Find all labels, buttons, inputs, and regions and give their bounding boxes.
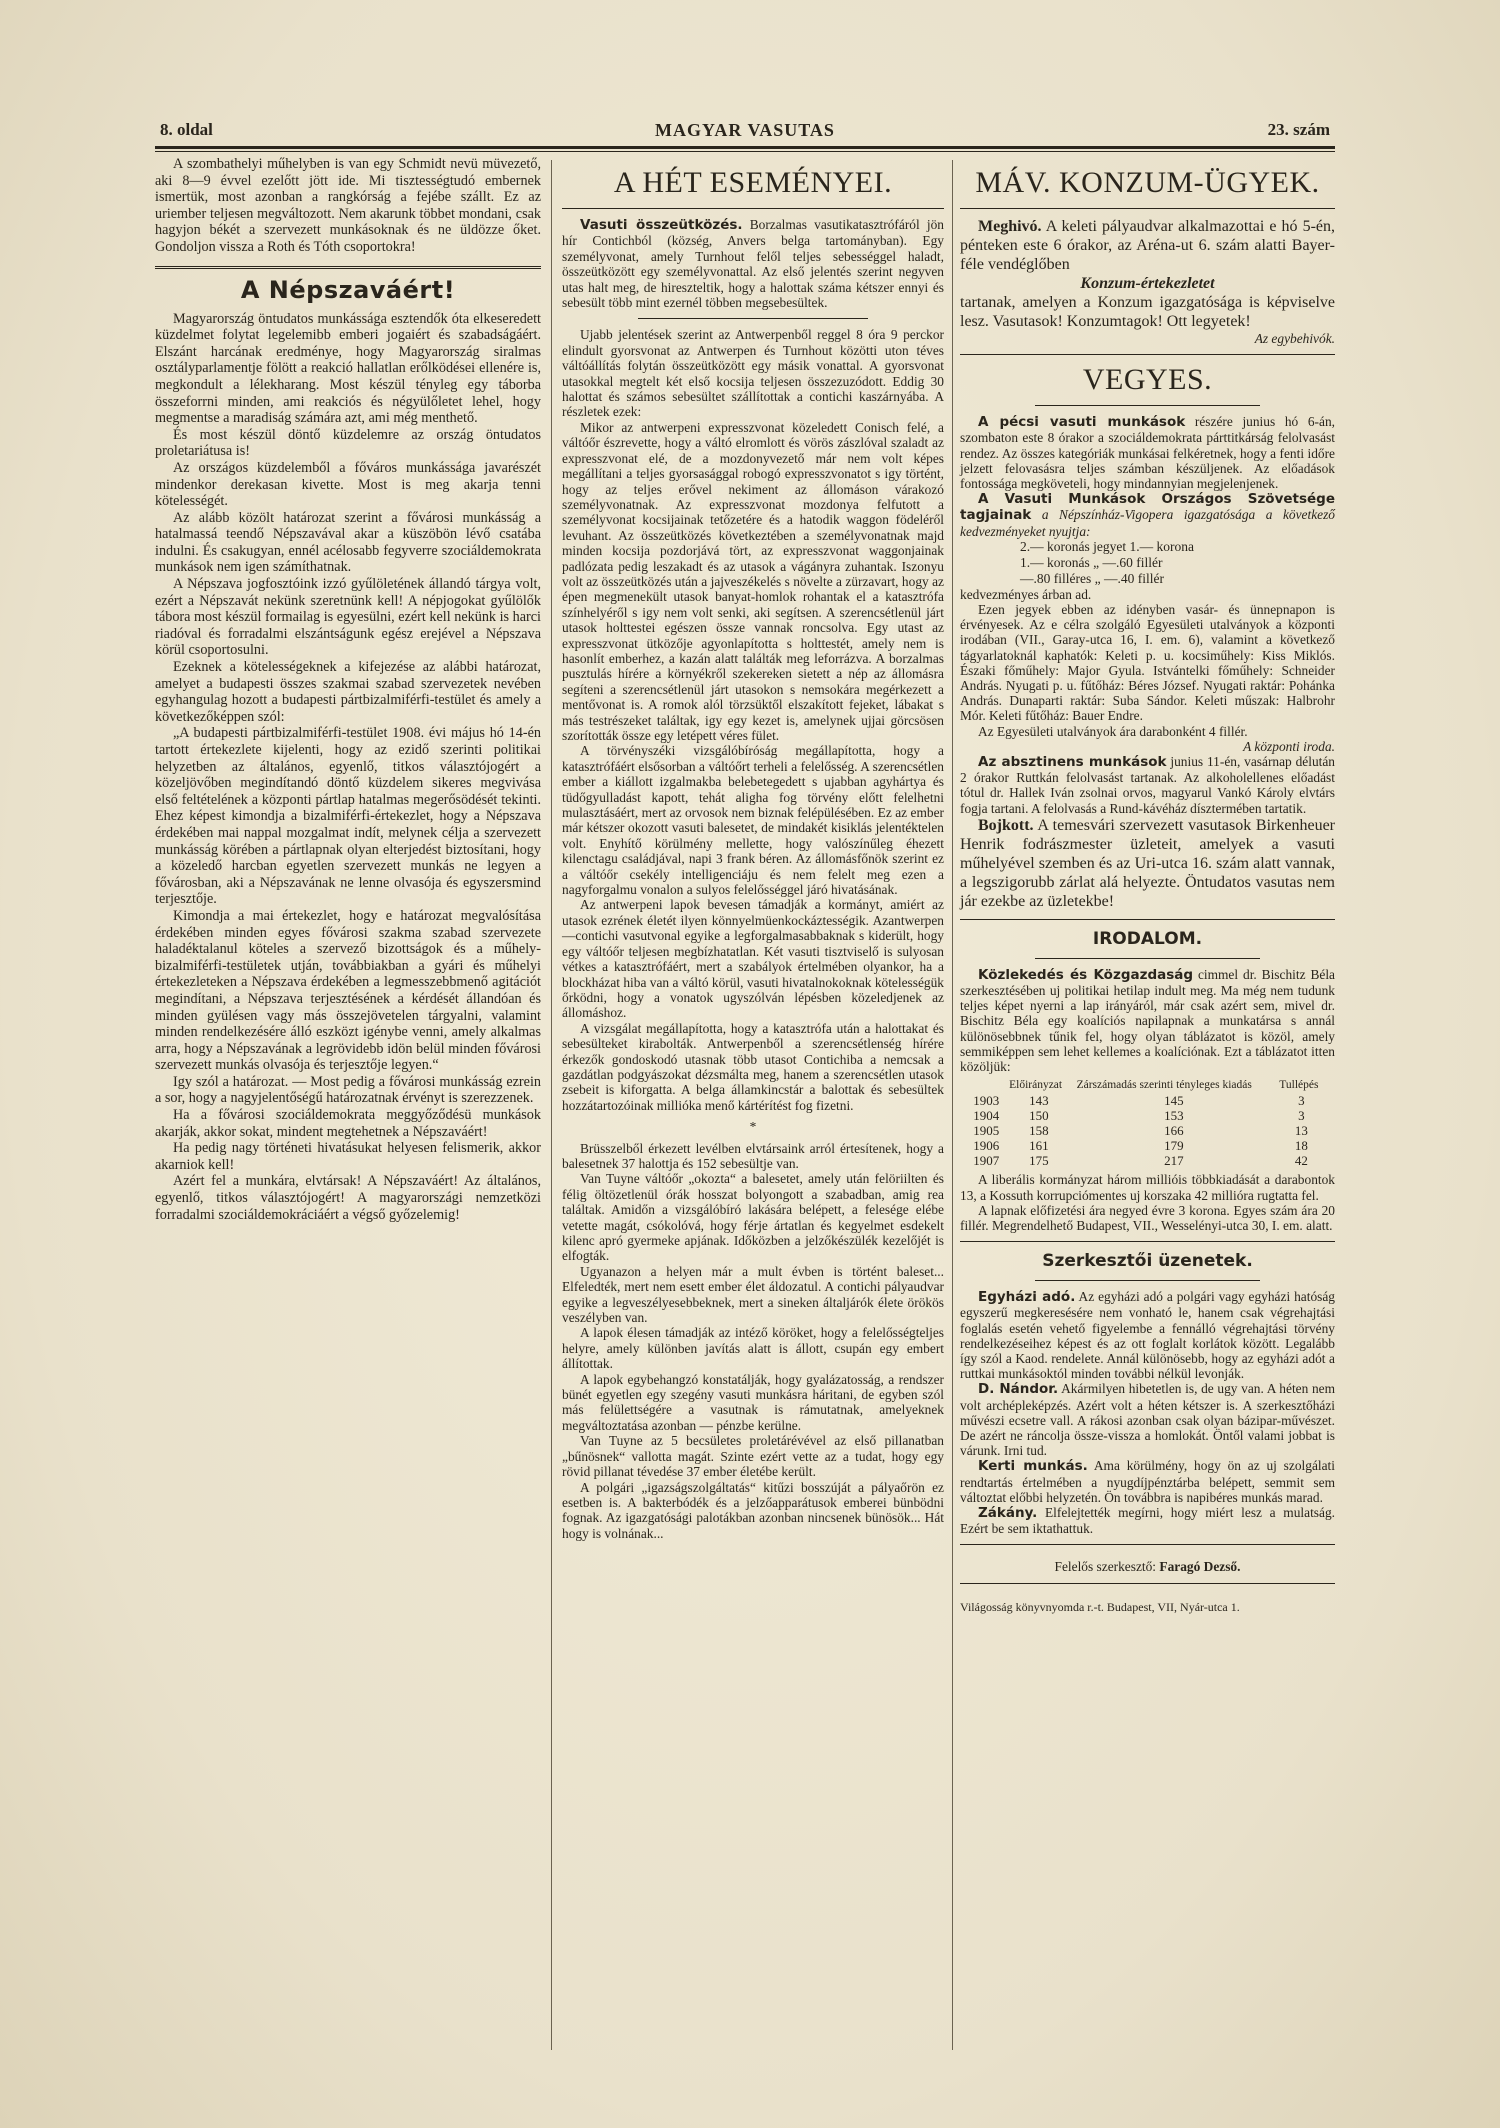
item-text: junius 11-én, vasárnap délután 2 órakor Ruttkán felolvasást tartanak. Az alkoholellenes előadást tótul dr. Hallek Iván zsolnai orvos, magyarul Vankó Károly elvtárs fogja tartani. A felolvasás a Rund-kávéház dísztermében tartatik. [960,754,1336,816]
table-row: 1907 175 217 42 [973,1153,1308,1169]
item-lead: Zákány. [978,1504,1038,1521]
table-header: Zárszámadás szerinti tényleges kiadás [1076,1079,1252,1092]
item-lead: A pécsi vasuti munkások [978,414,1186,431]
item-signature: A központi iroda. [1243,738,1335,754]
item-text: részére junius hó 6-án, szombaton este 8 órakor a szociáldemokrata párttitkárság felolvasást rendez. Az összes kategóriák munkásai felkéretnek, hogy a fenti időre jelzett felovasásra teljes számban készüljenek. Az előadások fontossága megköveteli, hogy mindannyian megjelenjenek. [960,414,1335,492]
header-rule-thin [155,151,1335,152]
column-left [155,156,541,1223]
article-paragraph: Az országos küzdelemből a főváros munkássága javarészét mindenkor derekasan kivette. Most is meg akarja tenni kötelességét. [155,459,541,510]
page-header [160,120,1330,144]
article-paragraph: A Népszava jogfosztóink izzó gyűlöletének állandó tárgya volt, ezért a Népszavát nekünk szeretnünk kell! A népjogokat gyűlölők tábora most készül formailag is egyesülni, ezért kell nekünk is harci riadóval és forradalmi elszántságunk egész erejével a Népszava körül csoportosulni. [155,576,541,659]
meghivo-text-2: tartanak, amelyen a Konzum igazgatósága is képviselve lesz. Vasutasok! Konzumtagok! Ott legyetek! [960,294,1335,330]
item-text: a Népszínház-Vigopera igazgatósága a következő kedvezményeket nyujtja: [960,507,1335,539]
item-lead: D. Nándor. [978,1381,1059,1398]
news-paragraph: Mikor az antwerpeni expresszvonat közeledett Conisch felé, a váltóőr észrevette, hogy a váltó elromlott és vörös zászlóval szaladt az expresszvonat elé, de a mozdonyvezető már nem volt képes megállítani a teljes gyorsasággal robogó expresszvonatot s igy történt, hogy az teljes erővel nekiment az állomáson várakozó személyvonatnak. Az expresszvonat mozdonya felfutott a személyvonat kocsijainak tetőzetére és a hatodik waggon födeléről levuhant. Az összeütközés következtében a személyvonatnak majd minden kocsija pozdorjává tört, az expresszvonat waggonjainak padlózata pedig leszakadt és az utasok a vágányra zuhantak. Iszonyu volt az összeütközés után a jajveszékelés s növelte a zürzavart, hogy az épen megmenekült utasok banyat-homlok rohantak el a katasztrófa színhelyéről s igy nem volt senki, aki segítsen. A szerencsétlenül járt utasok holttestei egészen össze vannak roncsolva. Egy utast az expresszvonat ütközője agyonlapította s holttestét, amely nem is hasonlít emberhez, a kazán alatt találták meg leforrázva. A borzalmas pusztulás hírére a környékről szekereken sietett a nép az állomásra segíteni a szerencsétlenül járt utasokon s nemsokára megérkezett a mentővonat is. A romok alól törzsüktől elszakított fejeket, lábakat s más testrészeket találtak, igy egy kezet is, amelynek ujjai görcsösen szorították össze egy letépett véres fület. [562,419,944,743]
section-rule [960,1583,1335,1584]
article-paragraph: Kimondja a mai értekezlet, hogy e határozat megvalósítása érdekében minden egyes fővárosi szakma szabad szervezete haladéktalanul köteles a szervező bizottságok és a műhely-bizalmiférfi-testületek utján, továbbiakban a gyári és műhelyi értekezleteken a Népszava érdekében a legmesszebbmenő agitációt megindítani, a Népszava terjesztésének a kérdését állandóan és minden gyülésen vagy más összejövetelen tárgyalni, valamint minden rendelkezésére álló eszközt igénybe venni, amely alkalmas arra, hogy a Népszavának a legrövidebb idön belül minden fővárosi szervezett munkás olvasója és terjesztője legyen.“ [155,907,541,1074]
article-paragraph: Ezeknek a kötelességeknek a kifejezése az alábbi határozat, amelyet a budapesti összes szakmai szabad szervezetek nevében egyhangulag hozott a budapesti pártbizalmiférfi-testület és amely a következőképpen szól: [155,659,541,725]
item-text: Az Egyesületi utalványok ára darabonként 4 fillér. [978,723,1248,739]
item-text: Ama körülmény, hogy ön az uj szolgálati rendtartás értelmében a nyugdíjpénztárba belépett, semmit sem változtat előbbi helyzetén. Ön továbbra is napibéres munkás marad. [960,1458,1335,1505]
editor-label: Felelős szerkesztő: [1054,1559,1157,1575]
section-rule [960,1241,1335,1242]
column-middle [562,156,944,1541]
price-row: —.80 filléres „ —.40 fillér [1020,570,1164,586]
separator-star: * [749,1119,757,1135]
item-text: kedvezményes árban ad. [960,586,1092,602]
meghivo-text: A keleti pályaudvar alkalmazottai e hó 5-én, pénteken este 6 órakor, az Aréna-ut 6. szám alatti Bayer-féle vendéglőben [960,218,1335,273]
news-paragraph: A lapok élesen támadják az intéző köröket, hogy a felelősségteljes helyre, amely különben javítás alatt is állott, csupán egy embert állítottak. [562,1325,944,1372]
short-rule [1035,405,1260,406]
news-paragraph: A lapok egybehangzó konstatálják, hogy gyalázatosság, a rendszer bünét egyetlen egy szegény vasuti munkásra háritani, de egyben szól más felülettségére a vasutnak is rámutatnak, amelyeknek megváltoztatása azonban — pénzbe kerülne. [562,1371,944,1433]
section-rule [960,1544,1335,1545]
item-text: Akármilyen hibetetlen is, de ugy van. A héten nem volt archépleképzés. Azért volt a héten kétszer is. A szerkesztőházi művészi ecsetre vall. A rákosi azonban csak olyan bázipar-művészet. De azért ne ráncolja össze-vissza a homlokát. Öntől valami jobbat is várunk. Irni tud. [960,1381,1336,1459]
column-right [960,156,1335,1615]
section-title-szerkesztoi: Szerkesztői üzenetek. [1042,1251,1253,1272]
table-row: 1903 143 145 3 [973,1093,1305,1109]
table-row: 1905 158 166 13 [973,1123,1308,1139]
short-rule [638,318,867,319]
table-row: 1906 161 179 18 [973,1138,1308,1154]
newspaper-title: MAGYAR VASUTAS [655,120,835,140]
item-text: Az egyházi adó a polgári vagy egyházi hatóság egyszerű megkeresésére nem vonható le, hanem csak végrehajtási foglalás esetén vehető figyelembe a fennálló végrehajtási törvény rendelkezéseihez képest és az ott foglalt korlátok között. Legalább így szól a Kaod. rendelete. Annál különösebb, hogy az egyházi adót a ruttkai munkásoktól minden további nélkül levonják. [960,1289,1335,1382]
budget-table [968,1078,1328,1168]
page-number: 8. oldal [160,120,213,139]
table-header: Előirányzat [1009,1079,1063,1092]
section-rule [562,208,944,209]
news-paragraph: A vizsgálat megállapította, hogy a katasztrófa után a halottakat és sebesülteket kirabolták. Antwerpenből a szerencsétlenség hírére érkezők gondoskodó utasnak több utasot Contichiba a nemcsak a gazdátlan podgyászokat dézsmálta meg, hanem a szerencsétlen utasok zsebeit is kiforgatta. A belga államkincstár a balottak és sebesültek hozzátartozóinak millióka menő kártérítést fog fizetni. [562,1020,944,1113]
section-title: A HÉT ESEMÉNYEI. [613,166,893,199]
section-rule [960,208,1335,209]
section-rule [960,354,1335,355]
item-text: Elfelejtették megírni, hogy miért lesz a mulatság. Ezért be sem iktathattuk. [960,1504,1335,1537]
article-paragraph: „A budapesti pártbizalmiférfi-testület 1908. évi május hó 14-én tartott értekezlete kijelenti, hogy az ezidő szerinti politikai helyzetben az általános, egyenlő, titkos választójogért a közeljövőben megindítandó döntő küzdelem sikeres megvivása első feltételének a központi pártlap hatalmas megerősödését tekinti. Ehez képest kimondja a bizalmiférfi-értekezlet, hogy a Népszava érdekében mai nappal mozgalmat indít, melynek célja a szervezett munkásság körében a pártlapnak olyan elterjedést biztosítani, hogy a közeledő harcban egyetlen szervezett munkás ne legyen a fővárosban, aki a Népszavának ne lenne olvasója és egyszersmind terjesztője. [155,725,541,908]
column-divider [952,160,953,2050]
item-text: A liberális kormányzat három millióis többkiadását a darabontok 13, a Kossuth korrupciómentes uj korszaka 42 millióra rugtatta fel. [960,1172,1335,1203]
issue-number: 23. szám [1267,120,1330,139]
news-paragraph: A polgári „igazságszolgáltatás“ kitűzi bosszúját a pályaőrön ez esetben is. A bakterbódék és a jelzőapparátusok emberei bünbödni fognak. Az igazgatósági palotákban azonban nincsenek bünösök... Hát hogy is volnának... [562,1479,944,1541]
news-paragraph: Brüsszelből érkezett levélben elvtársaink arról értesítenek, hogy a balesetnek 37 halottja és 152 sebesültje van. [562,1140,944,1171]
short-rule [1035,958,1260,959]
header-rule [155,146,1335,149]
table-row: 1904 150 153 3 [973,1108,1305,1124]
price-list [960,539,1335,587]
editor-name: Faragó Dezső. [1159,1559,1241,1575]
item-lead: Közlekedés és Közgazdaság [978,966,1194,983]
article-paragraph: Azért fel a munkára, elvtársak! A Népszaváért! Az általános, egyenlő, titkos választójogért! A magyarországi nemzetközi forradalmi szociáldemokráciáért a végső győzelemig! [155,1173,541,1223]
item-lead: A Vasuti Munkások Országos Szövetsége tagjainak [960,491,1335,524]
item-text: A temesvári szervezett vasutasok Birkenheuer Henrik fodrászmester üzleteit, amelyek a vasuti műhelyével szemben és az Uri-utca 16. szám alatt vannak, a legszigorubb zárlat alá helyezte. Öntudatos vasutas nem jár ezekbe az üzletekbe! [960,816,1335,910]
table-header: Tullépés [1279,1079,1319,1092]
news-paragraph: Az antwerpeni lapok bevesen támadják a kormányt, amiért az utasok ezrének életét ilyen könnyelmüenkockáztességik. Azantwerpen—contichi vasutvonal egyike a legforgalmasabbaknak s kiderült, hogy egy váltóőr teljesen megbízhatatlan. Két vasuti tisztviselő is sulyosan vétkes a katasztrófáért, mert a szabályok értelmében olyankor, ha a blockházat hiba van a váltó körül, vasuti hivatalnokoknak kötelességük őrködni, hogy a vonatok ugyszólván lépésben közeledjenek az állomáshoz. [562,897,944,1021]
news-paragraph: A törvényszéki vizsgálóbíróság megállapította, hogy a katasztrófáért elsősorban a váltóőrt terheli a felelősség. A szerencsétlen ember a kiállott izgalmakba belebetegedett s ujabban agyhártya és tüdőgyulladást kapott, tehát aligha fog törvény előtt felelhetni mulasztásáért, mert az orvosok nem biznak felépülésében. Ez az ember már kétszer okozott vasuti balesetet, de mindakét kisiklás jelentéktelen volt. Enyhítő körülmény mellette, hogy valószínűleg éhezett kilenctagu családjával, napi 3 frank béren. Az állomásfőnök szerint ez a váltóőr csekély intelligenciáju és nem felelt meg ezen a nagyforgalmu vonalon a sulyos felelősséggel járó hivatásának. [562,743,944,898]
short-rule [1035,1280,1260,1281]
item-text: cimmel dr. Bischitz Béla szerkesztésében uj politikai hetilap indult meg. Ma még nem tudunk teljes képet nyerni a lap irányáról, már csak azért sem, mivel dr. Bischitz Béla egy koalíciós napilapnak a munkatársa s annál különösebbnek tűnik fel, hogy olyan táblázatot is közöl, amely semmiképpen sem lehet kellemes a koalíciónak. Ezt a táblázatot itten közöljük: [960,966,1335,1075]
article-paragraph: Az alább közölt határozat szerint a fővárosi munkásság a hatalmassá teendő Népszavával akar a küszöbön lévő csatába indulni. És csakugyan, ennél acélosabb fegyverre szociáldemokrata munkások nem igen számíthatnak. [155,509,541,576]
item-text: A lapnak előfizetési ára negyed évre 3 korona. Egyes szám ára 20 fillér. Megrendelhető Budapest, VII., Wesselényi-utca 30, I. em. alatt. [960,1202,1335,1233]
section-title-vegyes: VEGYES. [1082,363,1213,397]
article-paragraph: Igy szól a határozat. — Most pedig a fővárosi munkásság ezrein a sor, hogy a nagyjelentőségű határozatnak érvényt is szerezzenek. [155,1073,541,1107]
article-paragraph: Magyarország öntudatos munkássága esztendők óta elkeseredett küzdelmet folytat legelemibb emberi jogaiért és szabadságáért. Elszánt harcának eredménye, hogy Magyarország siralmas osztályparlamentje fölött a reakció hallatlan erőlködései ellenére is, megkondult a lélekharang. Most készül tényleg egy táborba összeforrni minden, ami reakciós és négyülőletet lehel, hogy megmentse a maradiság számára azt, ami még menthető. [155,310,541,427]
article-paragraph: Ha a fővárosi szociáldemokrata meggyőződésü munkások akarják, akkor sokat, mindent megtehetnek a Népszaváért! [155,1107,541,1140]
konzum-heading: Konzum-értekezletet [1080,275,1215,292]
news-paragraph: Van Tuyne az 5 becsületes proletárévével az első pillanatban „bűnösnek“ vallotta magát. Szinte ezért vette az a tudat, hogy egy rövid pillanat tévedése 37 ember életébe került. [562,1433,944,1480]
meghivo-lead: Meghivó. [978,218,1042,235]
section-rule [155,266,541,269]
news-lead: Vasuti összeütközés. [580,217,743,233]
item-text: Ezen jegyek ebben az idényben vasár- és ünnepnapon is érvényesek. Az e célra szolgáló Egyesületi utalványok a központi irodában (VII., Garay-utca 16, I. em. 6), valamint a következő tágyarlatoknál kaphatók: Keleti p. u. kocsiműhely: Kiss Miklós. Északi főműhely: Major Gyula. Istvántelki főműhely: Schneider András. Nyugati p. u. fűtőház: Béres József. Nyugati raktár: Pohánka András. Dunaparti raktár: Suba Sándor. Keleti műszak: Halbrohr Mór. Keleti fűtőház: Bauer Endre. [960,602,1335,724]
section-title-irodalom: IRODALOM. [1092,928,1203,949]
article-paragraph: És most készül döntő küzdelemre az ország öntudatos proletariátusa is! [155,426,541,460]
column-divider [551,160,552,2050]
article-title: A Népszaváért! [240,275,456,304]
item-lead: Bojkott. [978,816,1034,834]
news-text: Borzalmas vasutikatasztrófáról jön hír Contichból (község, Anvers belga tartományban). Egy személyvonat, amely Turnhout felől teljes sebességgel haladt, összeütközött egy személyvonattal. Az első jelentés szerint negyven utas halt meg, de hireszteltik, hogy a halottak száma kétszer ennyi és sebesült több mint ezernél többen megsebesültek. [562,217,944,311]
table-header [968,1078,1006,1093]
table-header-row [968,1078,1328,1093]
news-paragraph: Ugyanazon a helyen már a mult évben is történt baleset... Elfeledték, mert nem esett ember élet áldozatul. A contichi pályaudvar egyike a legveszélyesebbeknek, mert a sineken általjárók élete örökös veszélyben van. [562,1263,944,1326]
printer-imprint: Világosság könyvnyomda r.-t. Budapest, VII, Nyár-utca 1. [960,1599,1240,1614]
news-paragraph: Van Tuyne váltóőr „okozta“ a balesetet, amely után felöriilten és félig öltözetlenül órák hosszat bolyongott a szabadban, amig rea találtak. Amidőn a vizsgálóbíró lakására belépett, a felesége elébe vetette magát, csókolóvá, hogy férje ártatlan és kegyelmet esdekelt kilenc apró gyermeke apjának. Időközben a jelzőkészülék kezelőjét is elfogták. [562,1171,944,1264]
item-lead: Egyházi adó. [978,1289,1076,1306]
section-rule [960,919,1335,920]
news-paragraph: Ujabb jelentések szerint az Antwerpenből reggel 8 óra 9 perckor elindult gyorsvonat az Antwerpen és Turnhout közötti uton téves váltóállítás folytán összeütközött egy másik vonattal. A gyorsvonat utasokkal megtelt két első kocsija teljesen összezuzódott. Eddig 30 halottat és számos sebesültet szállítottak a contichi kaszárnyába. A részletek ezek: [562,327,944,420]
item-lead: Az absztinens munkások [978,754,1167,771]
item-lead: Kerti munkás. [978,1458,1088,1475]
price-row: 2.— koronás jegyet 1.— korona [1020,538,1194,554]
price-row: 1.— koronás „ —.60 fillér [1020,554,1163,570]
section-title: MÁV. KONZUM-ÜGYEK. [975,166,1320,199]
article-intro: A szombathelyi műhelyben is van egy Schmidt nevü müvezető, aki 8—9 évvel ezelőtt jött ide. Mi tisztességtudó embernek ismertük, most azonban a rangkórság a fejébe szállt. Ez az uriember teljesen megváltozott. Nem akarunk többet mondani, csak hagyjon békét a szervezett munkásoknak és ne üldözze őket. Gondoljon vissza a Roth és Tóth csoportokra! [155,156,541,255]
editor-line [960,1559,1335,1574]
meghivo-signature: Az egybehivók. [1254,331,1335,346]
article-paragraph: Ha pedig nagy történeti hivatásukat helyesen felismerik, akkor akarniok kell! [155,1140,541,1173]
